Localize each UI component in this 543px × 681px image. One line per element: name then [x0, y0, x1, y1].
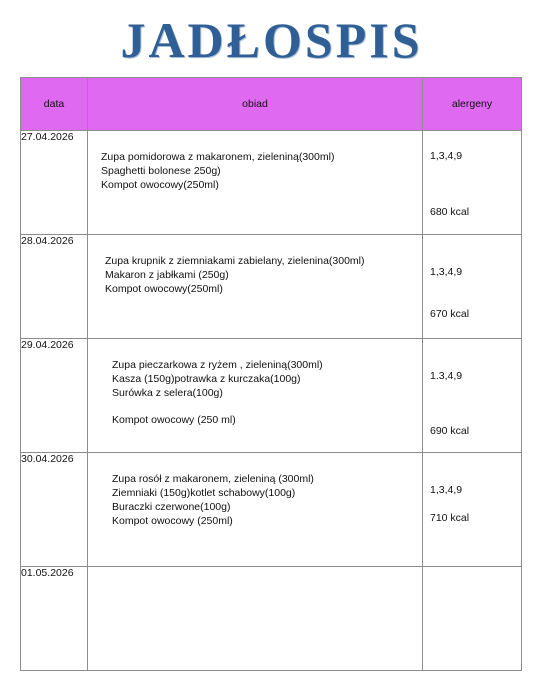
- calories: 710 kcal: [430, 512, 470, 524]
- menu-table: [20, 77, 522, 671]
- dish-gap: [112, 400, 323, 413]
- table-row: [21, 235, 522, 339]
- calories: 680 kcal: [430, 206, 470, 218]
- header-allergens: alergeny: [423, 78, 522, 131]
- dish-line: Kompot owocowy(250ml): [101, 179, 219, 191]
- day-allergens-cell: [423, 339, 522, 453]
- dish-line: Makaron z jabłkami (250g): [105, 269, 229, 281]
- day-date: 28.04.2026: [21, 235, 88, 339]
- dish-line: Buraczki czerwone(100g): [112, 501, 231, 513]
- day-date: 27.04.2026: [21, 131, 88, 235]
- day-allergens-cell: [423, 453, 522, 567]
- dish-line: Zupa krupnik z ziemniakami zabielany, zielenina(300ml): [105, 255, 365, 267]
- header-date: data: [21, 78, 88, 131]
- day-allergens-cell: [423, 567, 522, 671]
- dish-line: Surówka z selera(100g): [112, 387, 223, 399]
- table-row: [21, 131, 522, 235]
- calories: 670 kcal: [430, 308, 470, 320]
- dish-line: Spaghetti bolonese 250g): [101, 165, 221, 177]
- header-dish: obiad: [88, 78, 423, 131]
- dish-line: Kasza (150g)potrawka z kurczaka(100g): [112, 373, 301, 385]
- day-dishes: [88, 131, 423, 235]
- table-row: [21, 339, 522, 453]
- dish-line: Zupa pomidorowa z makaronem, zieleniną(300ml): [101, 151, 335, 163]
- allergen-codes: 1.3,4,9: [430, 370, 463, 382]
- allergen-codes: 1,3,4,9: [430, 266, 463, 278]
- day-dishes: [88, 339, 423, 453]
- day-date: 30.04.2026: [21, 453, 88, 567]
- day-date: 29.04.2026: [21, 339, 88, 453]
- dish-line: Ziemniaki (150g)kotlet schabowy(100g): [112, 487, 296, 499]
- day-date: 01.05.2026: [21, 567, 88, 671]
- dish-line: Kompot owocowy (250 ml): [112, 414, 236, 426]
- day-dishes: [88, 235, 423, 339]
- day-dishes: [88, 453, 423, 567]
- day-allergens-cell: [423, 235, 522, 339]
- table-header-row: [21, 78, 522, 131]
- day-dishes: [88, 567, 423, 671]
- day-allergens-cell: [423, 131, 522, 235]
- dish-line: Kompot owocowy (250ml): [112, 515, 233, 527]
- allergen-codes: 1,3,4,9: [430, 484, 463, 496]
- dish-line: Zupa rosół z makaronem, zieleniną (300ml): [112, 473, 314, 485]
- dish-line: Kompot owocowy(250ml): [105, 283, 223, 295]
- dish-line: Zupa pieczarkowa z ryżem , zieleniną(300ml): [112, 359, 323, 371]
- allergen-codes: 1,3,4,9: [430, 150, 463, 162]
- page-title: JADŁOSPIS: [120, 12, 423, 68]
- calories: 690 kcal: [430, 425, 470, 437]
- table-row: [21, 567, 522, 671]
- table-row: [21, 453, 522, 567]
